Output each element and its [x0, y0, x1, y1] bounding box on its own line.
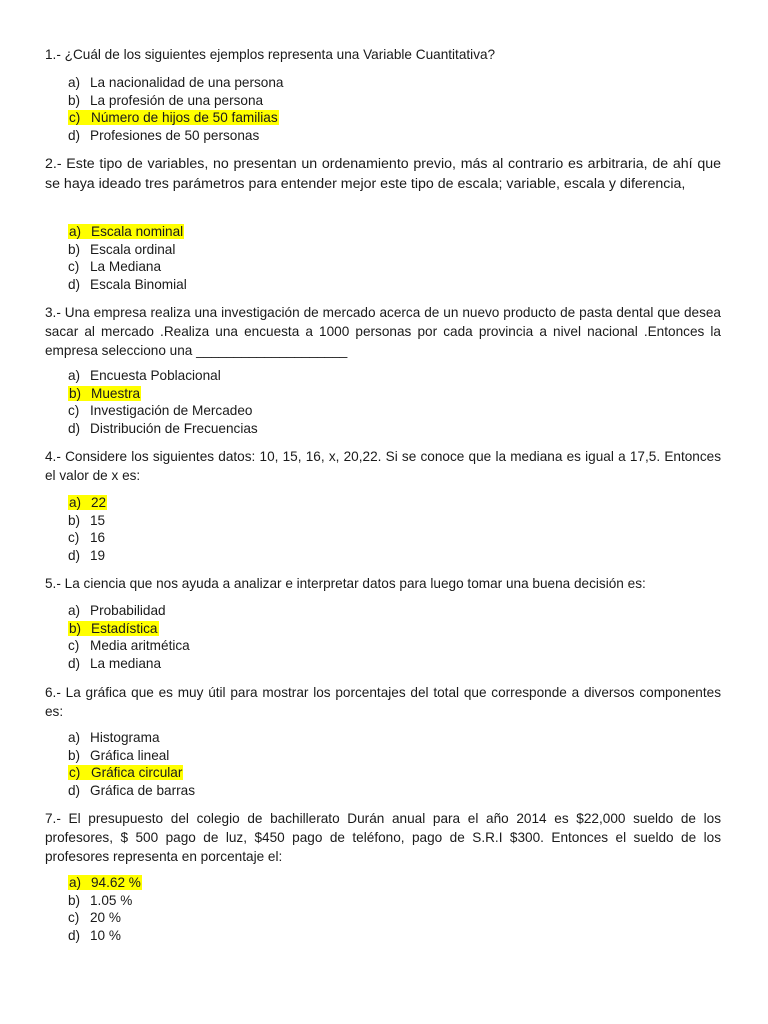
option-text: Encuesta Poblacional: [90, 368, 221, 383]
option-4d: [68, 547, 107, 565]
option-6b: [68, 747, 195, 765]
option-letter: d): [68, 547, 81, 563]
option-letter: b): [68, 747, 81, 763]
option-3b-highlighted: [68, 385, 258, 403]
question-5-text: 5.- La ciencia que nos ayuda a analizar e interpretar datos para luego tomar una buena decisión es:: [45, 576, 646, 591]
option-5b-highlighted: [68, 620, 190, 638]
option-letter: a): [68, 603, 81, 618]
option-text: Escala Binomial: [90, 276, 187, 292]
option-text: Histograma: [90, 730, 160, 745]
option-text: 16: [90, 530, 106, 545]
option-text: Muestra: [91, 385, 141, 401]
option-6c-highlighted: [68, 764, 195, 782]
option-letter: b): [69, 385, 82, 401]
option-2a-highlighted: [68, 223, 187, 241]
option-7b: [68, 892, 142, 910]
option-text: 1.05 %: [90, 892, 133, 908]
option-3d: [68, 420, 258, 438]
question-7-text: 7.- El presupuesto del colegio de bachillerato Durán anual para el año 2014 es $22,000 sueldo de los profesores, $ 500 pago de luz, $450 pago de teléfono, pago de S.R.I $300. Entonces el sueldo de los profesores representa en porcentaje el:: [45, 811, 721, 864]
option-text: La nacionalidad de una persona: [90, 75, 284, 90]
option-7c: [68, 909, 142, 927]
option-text: Profesiones de 50 personas: [90, 127, 260, 143]
option-letter: d): [68, 420, 81, 436]
option-letter: a): [69, 495, 82, 510]
option-letter: c): [68, 638, 80, 653]
option-text: Número de hijos de 50 familias: [91, 110, 278, 125]
option-text: Estadística: [91, 620, 158, 636]
question-3-text: 3.- Una empresa realiza una investigación de mercado acerca de un nuevo producto de pasta dental que desea sacar al mercado .Realiza una encuesta a 1000 personas por cada provincia a nivel nacional .Entonces la empresa selecciono una ____________________: [45, 305, 721, 358]
question-4-text: 4.- Considere los siguientes datos: 10, 15, 16, x, 20,22. Si se conoce que la mediana es igual a 17,5. Entonces el valor de x es:: [45, 449, 721, 483]
question-7-options: [68, 874, 142, 944]
option-text: Media aritmética: [90, 638, 190, 653]
option-letter: b): [68, 512, 81, 528]
question-2-text: 2.- Este tipo de variables, no presentan un ordenamiento previo, más al contrario es arbitraria, de ahí que se haya ideado tres parámetros para entender mejor este tipo de escala; variable, escala y diferencia,: [45, 156, 721, 192]
option-letter: d): [68, 127, 81, 143]
option-text: 10 %: [90, 927, 121, 943]
option-2c: [68, 258, 187, 276]
option-4a-highlighted: [68, 494, 107, 512]
option-text: Gráfica lineal: [90, 747, 170, 763]
option-text: Distribución de Frecuencias: [90, 420, 258, 436]
question-1-options: [68, 74, 284, 144]
option-6d: [68, 782, 195, 800]
option-7d: [68, 927, 142, 945]
option-text: 15: [90, 512, 106, 528]
option-letter: a): [69, 875, 82, 890]
option-3c: [68, 402, 258, 420]
option-text: Escala nominal: [91, 224, 184, 239]
option-text: 94.62 %: [91, 875, 141, 890]
question-1-text: 1.- ¿Cuál de los siguientes ejemplos representa una Variable Cuantitativa?: [45, 47, 496, 62]
option-letter: b): [68, 892, 81, 908]
question-3-options: [68, 367, 258, 437]
option-text: La profesión de una persona: [90, 92, 264, 108]
option-text: Probabilidad: [90, 603, 166, 618]
option-letter: c): [68, 910, 80, 925]
option-letter: c): [68, 530, 80, 545]
option-7a-highlighted: [68, 874, 142, 892]
option-letter: c): [68, 259, 80, 274]
option-2d: [68, 276, 187, 294]
option-2b: [68, 241, 187, 259]
option-letter: c): [69, 765, 81, 780]
option-text: Investigación de Mercadeo: [90, 403, 253, 418]
option-letter: c): [68, 403, 80, 418]
question-6-options: [68, 729, 195, 799]
option-letter: d): [68, 782, 81, 798]
option-letter: d): [68, 655, 81, 671]
option-letter: d): [68, 276, 81, 292]
option-3a: [68, 367, 258, 385]
option-1a: [68, 74, 284, 92]
option-text: La mediana: [90, 655, 162, 671]
option-letter: d): [68, 927, 81, 943]
option-text: La Mediana: [90, 259, 162, 274]
option-letter: a): [69, 224, 82, 239]
option-letter: a): [68, 730, 81, 745]
option-letter: b): [68, 92, 81, 108]
option-text: Gráfica de barras: [90, 782, 196, 798]
question-2-options: [68, 223, 187, 293]
option-text: 22: [91, 495, 107, 510]
option-5c: [68, 637, 190, 655]
option-letter: b): [68, 241, 81, 257]
option-5d: [68, 655, 190, 673]
option-4b: [68, 512, 107, 530]
question-5-options: [68, 602, 190, 672]
option-4c: [68, 529, 107, 547]
option-text: Escala ordinal: [90, 241, 176, 257]
option-text: 20 %: [90, 910, 121, 925]
question-4-options: [68, 494, 107, 564]
option-letter: c): [69, 110, 81, 125]
option-letter: a): [68, 75, 81, 90]
option-letter: b): [69, 620, 82, 636]
option-6a: [68, 729, 195, 747]
option-text: 19: [90, 547, 106, 563]
option-5a: [68, 602, 190, 620]
option-1d: [68, 127, 284, 145]
option-letter: a): [68, 368, 81, 383]
option-text: Gráfica circular: [91, 765, 183, 780]
question-6-text: 6.- La gráfica que es muy útil para mostrar los porcentajes del total que corresponde a diversos componentes es:: [45, 685, 721, 719]
option-1c-highlighted: [68, 109, 284, 127]
option-1b: [68, 92, 284, 110]
